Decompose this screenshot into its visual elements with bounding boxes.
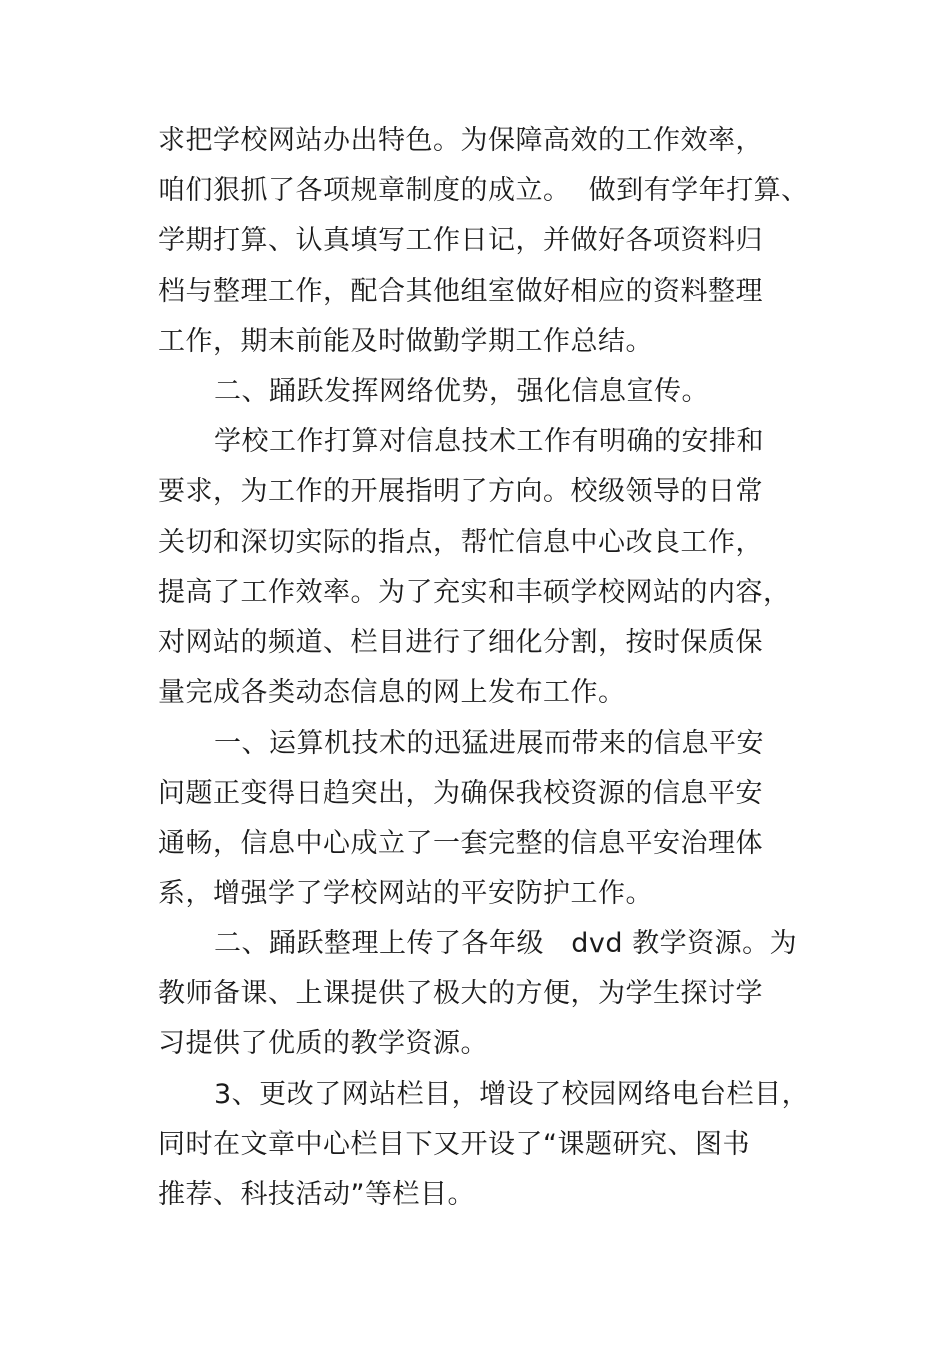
- text-line: 同时在文章中心栏目下又开设了“课题研究、图书: [158, 1129, 750, 1160]
- text-line: 学期打算、认真填写工作日记，并做好各项资料归: [158, 225, 763, 256]
- text-line: 求把学校网站办出特色。为保障高效的工作效率，: [158, 125, 763, 156]
- text-line: 提高了工作效率。为了充实和丰硕学校网站的内容，: [158, 577, 791, 608]
- text-line: 习提供了优质的教学资源。: [158, 1028, 488, 1059]
- text-line: 对网站的频道、栏目进行了细化分割，按时保质保: [158, 627, 763, 658]
- text-line: 关切和深切实际的指点，帮忙信息中心改良工作，: [158, 527, 763, 558]
- text-line: 推荐、科技活动”等栏目。: [158, 1179, 475, 1210]
- text-line: 教师备课、上课提供了极大的方便，为学生探讨学: [158, 978, 763, 1009]
- text-line: 档与整理工作，配合其他组室做好相应的资料整理: [158, 276, 763, 307]
- text-line: 通畅，信息中心成立了一套完整的信息平安治理体: [158, 828, 763, 859]
- text-line: 量完成各类动态信息的网上发布工作。: [158, 677, 626, 708]
- text-line: 二、踊跃整理上传了各年级 dvd 教学资源。为: [214, 928, 798, 959]
- text-line: 一、运算机技术的迅猛进展而带来的信息平安: [214, 728, 764, 759]
- text-line: 系，增强学了学校网站的平安防护工作。: [158, 878, 653, 909]
- text-line: 工作，期末前能及时做勤学期工作总结。: [158, 326, 653, 357]
- text-line: 咱们狠抓了各项规章制度的成立。 做到有学年打算、: [158, 175, 809, 206]
- text-line: 3、更改了网站栏目，增设了校园网络电台栏目，: [214, 1079, 810, 1110]
- section-heading: 二、踊跃发挥网络优势，强化信息宣传。: [214, 376, 709, 407]
- text-line: 要求，为工作的开展指明了方向。校级领导的日常: [158, 476, 763, 507]
- text-line: 学校工作打算对信息技术工作有明确的安排和: [214, 426, 764, 457]
- text-line: 问题正变得日趋突出，为确保我校资源的信息平安: [158, 778, 763, 809]
